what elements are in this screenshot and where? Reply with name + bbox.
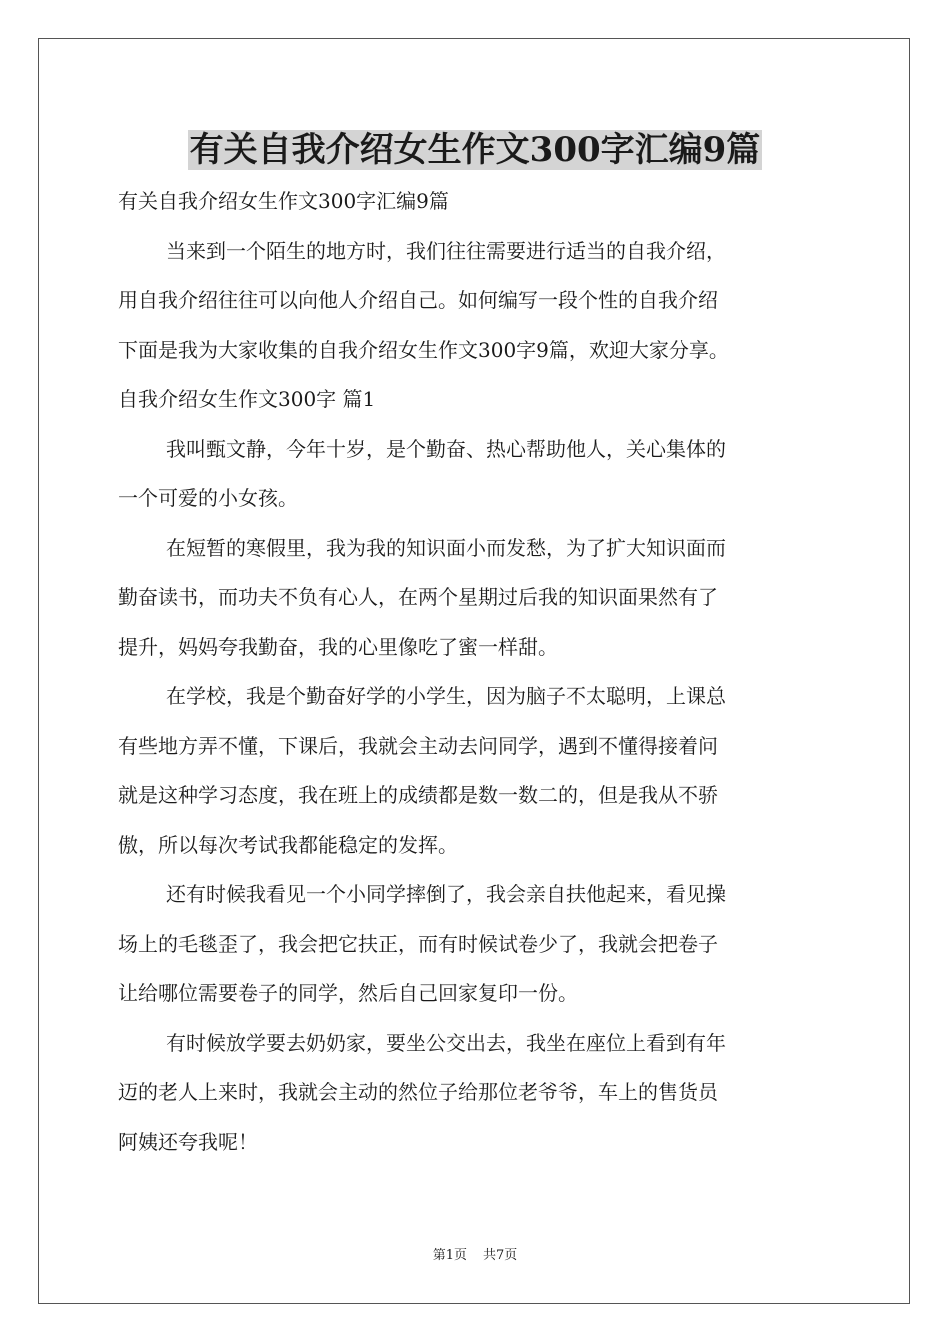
text-line: 让给哪位需要卷子的同学，然后自己回家复印一份。 [118, 981, 578, 1005]
text-line: 一个可爱的小女孩。 [118, 486, 298, 510]
text-line: 阿姨还夸我呢！ [118, 1129, 258, 1154]
text-line: 勤奋读书，而功夫不负有心人，在两个星期过后我的知识面果然有了 [118, 585, 718, 609]
page-total: 共7页 [483, 1248, 518, 1263]
document-title-text: 有关自我介绍女生作文300字汇编9篇 [189, 130, 761, 170]
text-line: 迈的老人上来时，我就会主动的然位子给那位老爷爷，车上的售货员 [118, 1080, 718, 1104]
text-line: 就是这种学习态度，我在班上的成绩都是数一数二的，但是我从不骄 [118, 783, 718, 807]
text-line: 在学校，我是个勤奋好学的小学生，因为脑子不太聪明，上课总 [166, 684, 726, 708]
text-line: 提升，妈妈夸我勤奋，我的心里像吃了蜜一样甜。 [118, 634, 558, 659]
text-line: 当来到一个陌生的地方时，我们往往需要进行适当的自我介绍， [166, 238, 726, 263]
text-line: 用自我介绍往往可以向他人介绍自己。如何编写一段个性的自我介绍 [118, 288, 718, 312]
text-line: 场上的毛毯歪了，我会把它扶正，而有时候试卷少了，我就会把卷子 [118, 931, 718, 956]
paragraph-lines [118, 227, 838, 1168]
text-line: 在短暂的寒假里，我为我的知识面小而发愁，为了扩大知识面而 [166, 535, 726, 560]
text-line: 傲，所以每次考试我都能稳定的发挥。 [118, 832, 458, 857]
page-footer [0, 1246, 950, 1266]
text-line: 有时候放学要去奶奶家，要坐公交出去，我坐在座位上看到有年 [166, 1030, 726, 1055]
text-line: 下面是我为大家收集的自我介绍女生作文300字9篇，欢迎大家分享。 [118, 337, 729, 362]
text-line: 自我介绍女生作文300字 篇1 [118, 387, 376, 411]
text-line: 有些地方弄不懂，下课后，我就会主动去问同学，遇到不懂得接着问 [118, 733, 718, 758]
document-title [0, 124, 950, 176]
document-body [118, 177, 838, 1167]
text-line: 还有时候我看见一个小同学摔倒了，我会亲自扶他起来，看见操 [166, 882, 726, 906]
text-line: 我叫甄文静，今年十岁，是个勤奋、热心帮助他人，关心集体的 [166, 436, 726, 461]
document-subtitle: 有关自我介绍女生作文300字汇编9篇 [118, 189, 449, 213]
page-number: 第1页 [432, 1248, 467, 1263]
